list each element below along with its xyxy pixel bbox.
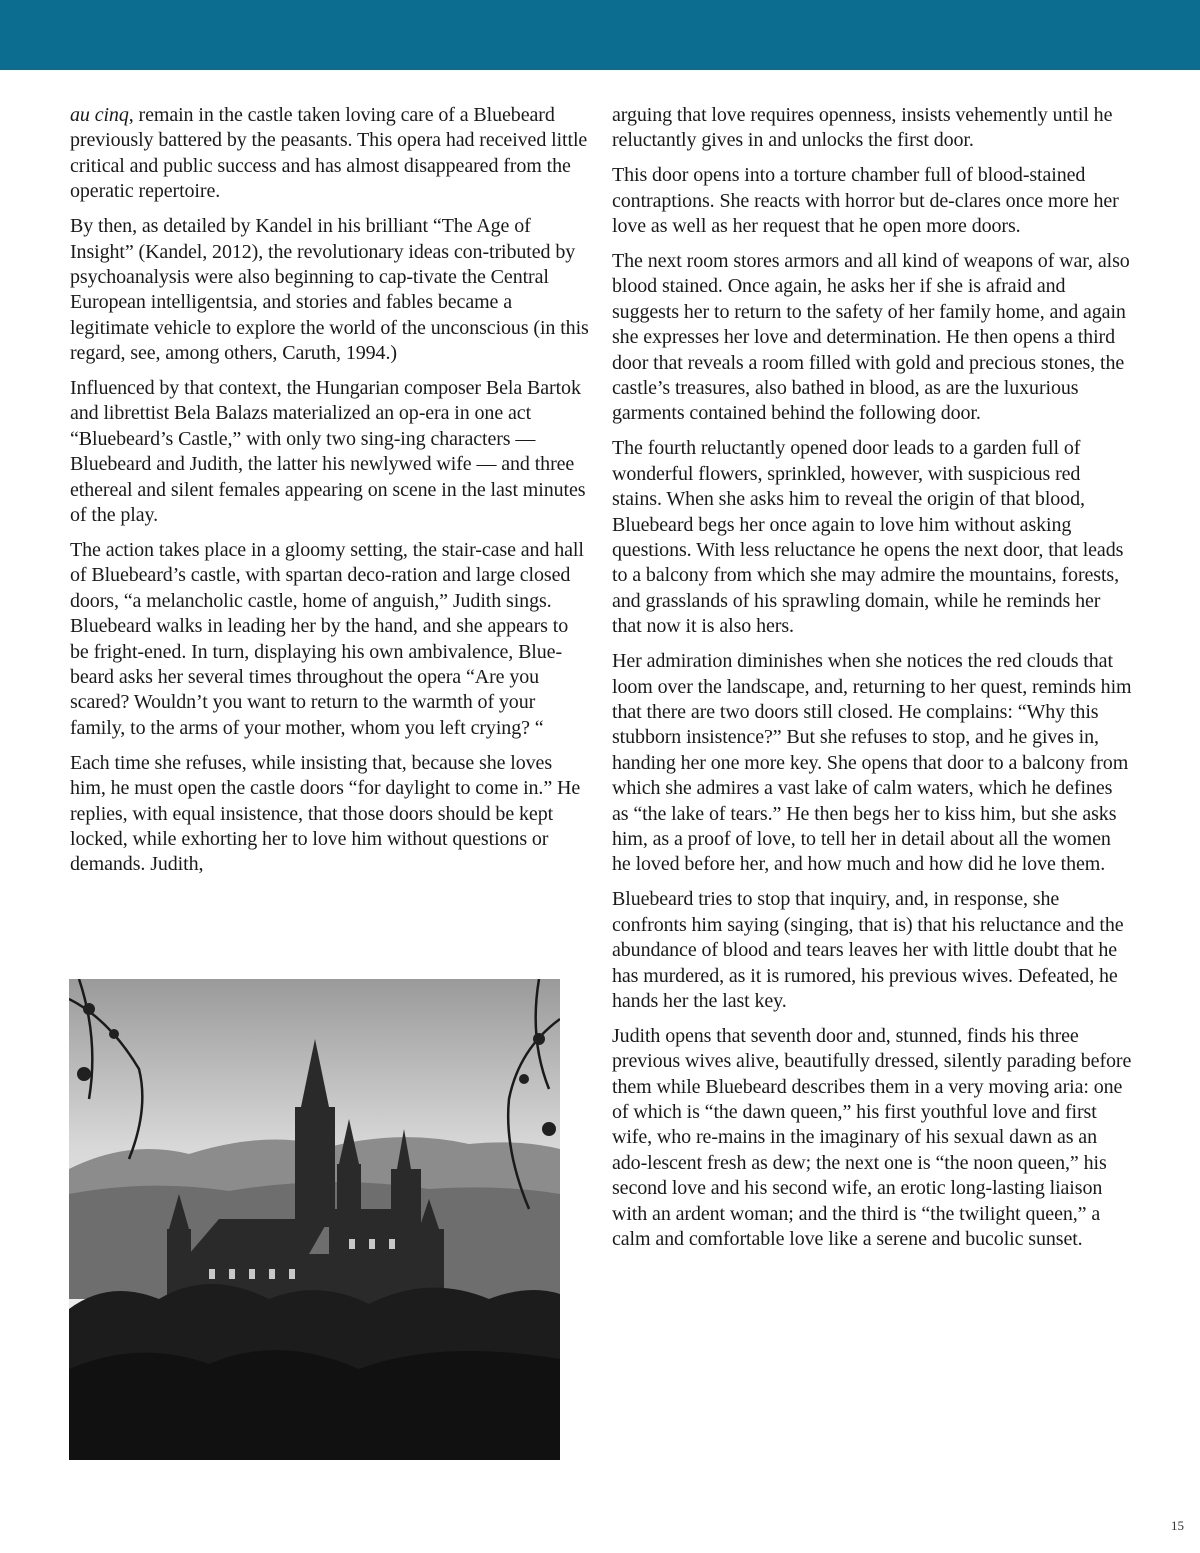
paragraph: The fourth reluctantly opened door leads to a garden full of wonderful flowers, sprinkled, however, with suspicious red stains. When she asks him to reveal the origin of that blood, Bluebeard begs her once again to love him without asking questions. With less reluctance he opens the next door, that leads to a balcony from which she may admire the mountains, forests, and grasslands of his sprawling domain, while he reminds her that now it is also hers. xyxy=(612,437,1124,638)
paragraph: The next room stores armors and all kind of weapons of war, also blood stained. Once again, he asks her if she is afraid and suggests her to return to the safety of her family home, and again she expresses her love and determination. He then opens a third door that reveals a room filled with gold and precious stones, the castle’s treasures, also bathed in blood, as are the luxurious garments contained behind the following door. xyxy=(612,250,1130,425)
paragraph: Judith opens that seventh door and, stunned, finds his three previous wives alive, beautifully dressed, silently parading before them while Bluebeard describes them in a very moving aria: one of which is “the dawn queen,” his first youthful love and first wife, who re-mains in the imaginary of his sexual dawn as an ado-lescent fresh as dew; the next one is “the noon queen,” his second love and his second wife, an erotic long-lasting liaison with an ardent woman; and the third is “the twilight queen,” a calm and comfortable love like a serene and bucolic sunset. xyxy=(612,1024,1132,1251)
paragraph: Each time she refuses, while insisting that, because she loves him, he must open the castle doors “for daylight to come in.” He replies, with equal insistence, that those doors should be kept locked, while exhorting her to love him without questions or demands. Judith, xyxy=(70,751,581,876)
page-number: 15 xyxy=(1171,1518,1184,1533)
paragraph: This door opens into a torture chamber full of blood-stained contraptions. She reacts with horror but de-clares once more her love as well as her request that he open more doors. xyxy=(612,164,1119,238)
paragraph xyxy=(70,103,590,205)
paragraph: By then, as detailed by Kandel in his brilliant “The Age of Insight” (Kandel, 2012), the revolutionary ideas con-tributed by psychoanalysis were also beginning to cap-tivate the Central European intelligentsia, and stories and fables became a legitimate vehicle to explore the world of the unconscious (in this regard, see, among others, Caruth, 1994.) xyxy=(70,215,589,365)
left-column xyxy=(70,103,590,887)
header-band xyxy=(0,0,1200,70)
paragraph: Her admiration diminishes when she notices the red clouds that loom over the landscape, and, returning to her quest, reminds him that there are two doors still closed. He complains: “Why this stubborn insistence?” But she refuses to stop, and he gives in, handing her one more key. She opens that door to a balcony from which she admires a vast lake of calm waters, which he defines as “the lake of tears.” He then begs her to kiss him, but she asks him, as a proof of love, to tell her in detail about all the women he loved before her, and how much and how did he love them. xyxy=(612,650,1132,876)
castle-photo xyxy=(69,979,560,1460)
italic-phrase: au cinq xyxy=(70,104,129,126)
right-column xyxy=(612,103,1132,1262)
paragraph-text: , remain in the castle taken loving care of a Bluebeard previously battered by the peasants. This opera had received little critical and public success and has almost disappeared from the operatic repertoire. xyxy=(70,104,588,203)
paragraph: arguing that love requires openness, insists vehemently until he reluctantly gives in and unlocks the first door. xyxy=(612,104,1113,152)
paragraph: The action takes place in a gloomy setting, the stair-case and hall of Bluebeard’s castle, with spartan deco-ration and large closed doors, “a melancholic castle, home of anguish,” Judith sings. Bluebeard walks in leading her by the hand, and she appears to be fright-ened. In turn, displaying his own ambivalence, Blue-beard asks her several times throughout the opera “Are you scared? Wouldn’t you want to return to the warmth of your family, to the arms of your mother, whom you left crying? “ xyxy=(70,539,584,739)
castle-illustration xyxy=(69,979,560,1460)
paragraph: Influenced by that context, the Hungarian composer Bela Bartok and librettist Bela Balazs materialized an op-era in one act “Bluebeard’s Castle,” with only two sing-ing characters — Bluebeard and Judith, the latter his newlywed wife — and three ethereal and silent females appearing on scene in the last minutes of the play. xyxy=(70,377,586,527)
paragraph: Bluebeard tries to stop that inquiry, and, in response, she confronts him saying (singing, that is) that his reluctance and the abundance of blood and tears leaves her with little doubt that he has murdered, as it is rumored, his previous wives. Defeated, he hands her the last key. xyxy=(612,888,1124,1012)
